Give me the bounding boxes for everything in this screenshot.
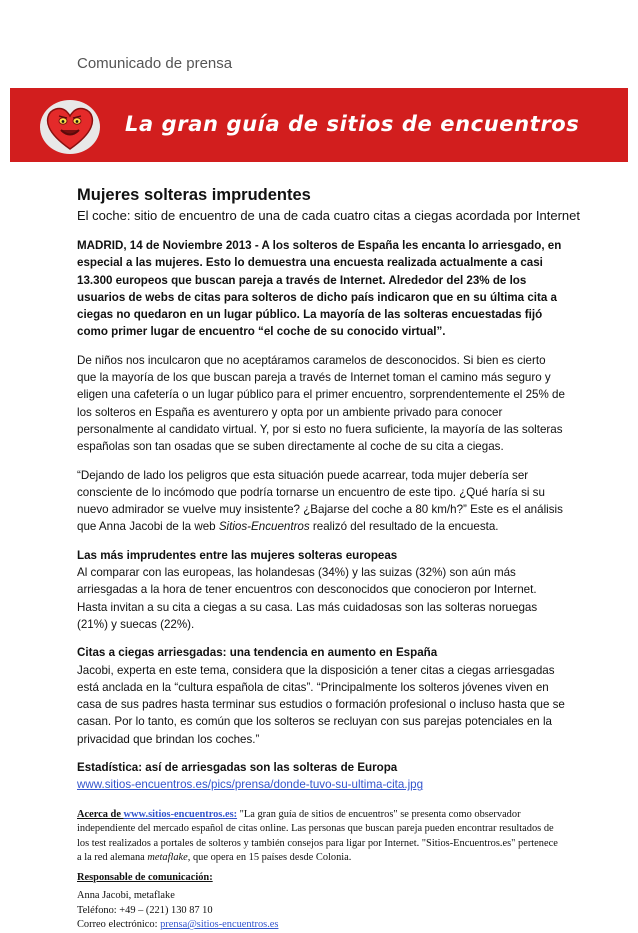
section-europe: [77, 547, 565, 633]
contact-email-link[interactable]: prensa@sitios-encuentros.es: [160, 919, 279, 931]
contact-block: [77, 889, 565, 933]
site-name: Sitios-Encuentros: [218, 520, 310, 534]
about-label: Acerca de: [77, 808, 124, 820]
body-paragraph-2: [77, 467, 565, 536]
section-spain: [77, 644, 565, 748]
contact-phone: Teléfono: +49 – (221) 130 87 10: [77, 904, 213, 916]
contact-name: Anna Jacobi, metaflake: [77, 889, 175, 901]
document-label: Comunicado de prensa: [77, 55, 233, 72]
paragraph-2-text-b: realizó del resultado de la encuesta.: [309, 520, 499, 534]
section-spain-body: Jacobi, experta en este tema, considera que la disposición a tener citas a ciegas arriesgadas está anclada en la “cultura española de citas”. “Principalmente los solteros jóvenes viven en casa de sus padres hasta terminar sus estudios o formación profesional o incluso hasta que se casan. Por lo tanto, es común que los solteros se recluyan con sus parejas potenciales en la privacidad que brindan los coches.”: [77, 663, 565, 746]
contact-email-label: Correo electrónico:: [77, 919, 161, 931]
banner-title: La gran guía de sitios de encuentros: [125, 112, 580, 136]
section-europe-body: Al comparar con las europeas, las holandesas (34%) y las suizas (32%) son aún más arriesgadas a la hora de tener encuentros con desconocidos que conocieron por Internet. Hasta invitan a su cita a ciegas a su casa. Las más cuidadosas son las solteras noruegas (21%) y suecas (22%).: [77, 566, 538, 631]
heart-mascot-icon: [38, 97, 102, 155]
paragraph-2-text-a: “Dejando de lado los peligros que esta situación puede acarrear, toda mujer debería ser consciente de lo incómodo que podría tornarse un encuentro de este tipo. ¿Qué haría si su nuevo admirador se vuelve muy insistente? ¿Bajarse del coche a 80 km/h?” Este es el análisis que Anna Jacobi de la web: [77, 468, 563, 534]
section-statistics: [77, 759, 565, 794]
about-company: metaflake: [147, 852, 188, 864]
lead-paragraph: MADRID, 14 de Noviembre 2013 - A los solteros de España les encanta lo arriesgado, en especial a las mujeres. Esto lo demuestra una encuesta realizada actualmente a casi 13.300 europeos que buscan pareja a través de Internet. Alrededor del 23% de los usuarios de webs de citas para solteros de dicho país indicaron que en su última cita a ciegas no quedaron en un lugar público. La mayoría de las solteras encuestadas fijó como primer lugar de encuentro “el coche de su conocido virtual”.: [77, 239, 562, 339]
header-banner: [10, 88, 628, 162]
section-europe-heading: Las más imprudentes entre las mujeres solteras europeas: [77, 548, 398, 562]
about-section: [77, 808, 565, 866]
section-spain-heading: Citas a ciegas arriesgadas: una tendencia en aumento en España: [77, 646, 438, 660]
section-statistics-heading: Estadística: así de arriesgadas son las solteras de Europa: [77, 761, 398, 775]
contact-heading: Responsable de comunicación:: [77, 871, 213, 883]
article-body: [77, 184, 580, 933]
about-website-link[interactable]: www.sitios-encuentros.es:: [123, 808, 238, 820]
statistics-image-link[interactable]: www.sitios-encuentros.es/pics/prensa/donde-tuvo-su-ultima-cita.jpg: [77, 778, 424, 792]
about-text-a: "La gran guía de sitios de encuentros" se presenta como observador independiente del mercado español de citas online. Las personas que buscan pareja pueden encontrar resultados de los test realizados a portales de solteros y también consejos para ligar por Internet. "Sitios-Encuentros.es" pertenece a la red alemana: [77, 808, 558, 864]
body-paragraph-1: De niños nos inculcaron que no aceptáramos caramelos de desconocidos. Si bien es cierto que la mayoría de los que buscan pareja a través de Internet toman el camino más seguro y eligen una cafetería o un lugar público para el primer encuentro, sorprendentemente el 25% de los solteros en España es aventurero y opta por un ambiente privado para conocer personalmente al candidato virtual. Y, por si esto no fuera suficiente, la mayoría de las solteras españolas son tan osadas que se suben directamente al coche de su cita a ciegas.: [77, 353, 565, 454]
article-subtitle: El coche: sitio de encuentro de una de cada cuatro citas a ciegas acordada por Internet: [77, 208, 580, 223]
about-text-b: , que opera en 15 países desde Colonia.: [187, 852, 352, 864]
article-title: Mujeres solteras imprudentes: [77, 186, 311, 204]
